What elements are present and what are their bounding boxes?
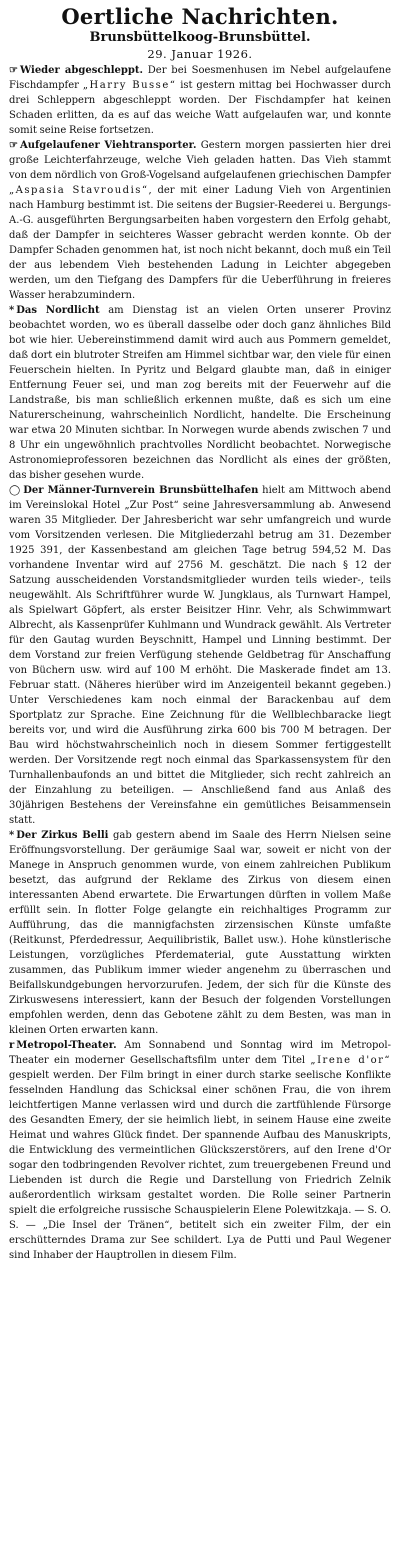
article-text: Der bei Soesmenhusen im Nebel aufgelaufene Fischdampfer xyxy=(9,65,392,91)
article-headline: Das Nordlicht xyxy=(16,305,100,316)
film-title: „Irene d'or“ xyxy=(310,1055,391,1066)
article-text: , der mit einer Ladung Vieh von Argentinien nach Hamburg bestimmt ist. Die seitens der Bugsier-Reederei u. Bergungs-A.-G. ausgeführten Bergungsarbeiten haben vorgestern den Erfolg gehabt, daß der Dampfer in seichteres Wasser gebracht werden konnte. Ob der Dampfer Schaden genommen hat, ist noch nicht bekannt, doch muß ein Teil der aus lebendem Vieh bestehenden Ladung in Leichter abgegeben werden, um den Tiefgang des Dampfers für die Ueberführung in freieres Wasser herabzumindern. xyxy=(9,185,391,301)
section-title: Oertliche Nachrichten. xyxy=(61,4,339,29)
article-headline: Der Zirkus Belli xyxy=(16,830,109,841)
dateline: 29. Januar 1926. xyxy=(147,47,253,61)
article-marker: r xyxy=(9,1040,15,1051)
asterisk-icon: * xyxy=(9,305,15,316)
ship-name: „Harry Busse“ xyxy=(82,80,177,91)
article-text: gespielt werden. Der Film bringt in einer durch starke seelische Konflikte fesselnden Handlung das Schicksal einer schönen Frau, die von ihrem leichtfertigen Manne verlassen wird und durch die zartfühlende Fürsorge des Gesandten Emery, der sie heimlich liebt, in seinem Hause eine zweite Heimat und wahres Glück findet. Der spannende Aufbau des Manuskripts, die Entwicklung des vermeintlichen Glückszerstörers, auf den Irene d'Or sogar den todbringenden Revolver richtet, zum treuergebenen Freund und Liebenden ist durch die Regie und Darstellung von Friedrich Zelnik außerordentlich wirksam gestaltet worden. Die Rolle seiner Partnerin spielt die erfolgreiche russische Schauspielerin Elene Polewitzkaja. — S. O. S. — „Die Insel der Tränen“, betitelt sich ein zweiter Film, der ein erschütterndes Drama zur See schildert. Lya de Putti und Paul Wegener sind Inhaber der Hauptrollen in diesem Film. xyxy=(9,1070,391,1261)
article-viehtransporter xyxy=(9,138,391,303)
article-headline: Metropol-Theater. xyxy=(16,1040,117,1051)
article-wieder-abgeschleppt xyxy=(9,63,391,138)
article-headline: Wieder abgeschleppt. xyxy=(19,65,143,76)
article-text: Am Sonnabend und Sonntag wird im Metropol-Theater ein moderner Gesellschaftsfilm unter dem Titel xyxy=(9,1040,391,1066)
article-headline: Aufgelaufener Viehtransporter. xyxy=(19,140,197,151)
ship-name: „Aspasia Stavroudis“ xyxy=(9,185,149,196)
place-heading: Brunsbüttelkoog-Brunsbüttel. xyxy=(89,30,311,45)
article-metropol xyxy=(9,1038,391,1263)
article-zirkus xyxy=(9,828,391,1038)
article-text: ist gestern mittag bei Hochwasser durch drei Schleppern abgeschleppt worden. Der Fischdampfer hat keinen Schaden erlitten, da es auf das weiche Watt aufgelaufen war, und konnte somit seine Reise fortsetzen. xyxy=(9,80,391,136)
asterisk-icon: * xyxy=(9,830,15,841)
pointing-hand-icon: ☞ xyxy=(9,140,18,151)
article-text: hielt am Mittwoch abend im Vereinslokal Hotel „Zur Post“ seine Jahresversammlung ab. Anwesend waren 35 Mitglieder. Der Jahresbericht war sehr umfangreich und wurde vom Vorsitzenden verlesen. Die Mitgliederzahl betrug am 31. Dezember 1925 391, der Kassenbestand am gleichen Tage betrug 594,52 M. Das vorhandene Inventar wird auf 2756 M. geschätzt. Die nach § 12 der Satzung ausscheidenden Vorstandsmitglieder wurden teils wieder-, teils neugewählt. Als Schriftführer wurde W. Jungklaus, als Turnwart Hampel, als Spielwart Göpfert, als erster Beisitzer Hinr. Vehr, als Schwimmwart Albrecht, als Kassenprüfer Kuhlmann und Wundrack gewählt. Als Vertreter für den Gautag wurden Beyschnitt, Hampel und Linning bestimmt. Der dem Vorstand zur freien Verfügung stehende Geldbetrag für Anschaffung von Büchern usw. wird auf 100 M erhöht. Die Maskerade findet am 13. Februar statt. (Näheres hierüber wird im Anzeigenteil bekannt gegeben.) Unter Verschiedenes kam noch einmal der Barackenbau auf dem Sportplatz zur Sprache. Eine Zeichnung für die Wellblechbaracke liegt bereits vor, und wird die Ausführung zirka 600 bis 700 M betragen. Der Bau wird höchstwahrscheinlich noch in diesem Sommer fertiggestellt werden. Der Vorsitzende regt noch einmal das Sparkassensystem für den Turnhallenbaufonds an und bittet die Mitglieder, sich recht zahlreich an der Einzahlung zu beteiligen. — Anschließend fand aus Anlaß des 30jährigen Bestehens der Vereinsfahne ein gemütliches Beisammensein statt. xyxy=(9,485,391,826)
article-text: am Dienstag ist an vielen Orten unserer Provinz beobachtet worden, wo es überall dasselbe oder doch ganz ähnliches Bild bot wie hier. Uebereinstimmend damit wird auch aus Pommern gemeldet, daß dort ein blutroter Streifen am Himmel sichtbar war, den viele für einen Feuerschein hielten. In Pyritz und Belgard glaubte man, daß in einiger Entfernung Feuer sei, und man zog bereits mit der Feuerwehr auf die Landstraße, bis man schließlich erkennen mußte, daß es sich um eine Naturerscheinung, wahrscheinlich Nordlicht, handelte. Die Erscheinung war etwa 20 Minuten sichtbar. In Norwegen wurde abends zwischen 7 und 8 Uhr ein ungewöhnlich prachtvolles Nordlicht beobachtet. Norwegische Astronomieprofessoren bezeichnen das Nordlicht als eines der größten, das bisher gesehen wurde. xyxy=(9,305,392,481)
article-text: gab gestern abend im Saale des Herrn Nielsen seine Eröffnungsvorstellung. Der geräumige Saal war, soweit er nicht von der Manege in Anspruch genommen wurde, von einem zahlreichen Publikum besetzt, das aufgrund der Reklame des Zirkus von diesem einen interessanten Abend erwartete. Die Erwartungen dürften in vollem Maße erfüllt sein. In flotter Folge gelangte ein reichhaltiges Programm zur Aufführung, das die mannigfachsten zirzensischen Künste umfaßte (Reitkunst, Pferdedressur, Aequilibristik, Ballet usw.). Hohe künstlerische Leistungen, vorzügliches Pferdematerial, gute Ausstattung wirkten zusammen, das Publikum immer wieder angenehm zu überraschen und Beifallskundgebungen hervorzurufen. Jedem, der sich für die Künste des Zirkuswesens interessiert, kann der Besuch der folgenden Vorstellungen empfohlen werden, denn das Gebotene zählt zu dem Besten, was man in kleinen Orten erwarten kann. xyxy=(9,830,391,1036)
article-text: Gestern morgen passierten hier drei große Leichterfahrzeuge, welche Vieh geladen hatten. Das Vieh stammt von dem nördlich von Groß-Vogelsand aufgelaufenen griechischen Dampfer xyxy=(9,140,391,181)
article-nordlicht xyxy=(9,303,391,483)
article-headline: Der Männer-Turnverein Brunsbüttelhafen xyxy=(23,485,259,496)
article-turnverein xyxy=(9,483,391,828)
pointing-hand-icon: ☞ xyxy=(9,65,18,76)
circle-icon: ◯ xyxy=(9,485,22,496)
